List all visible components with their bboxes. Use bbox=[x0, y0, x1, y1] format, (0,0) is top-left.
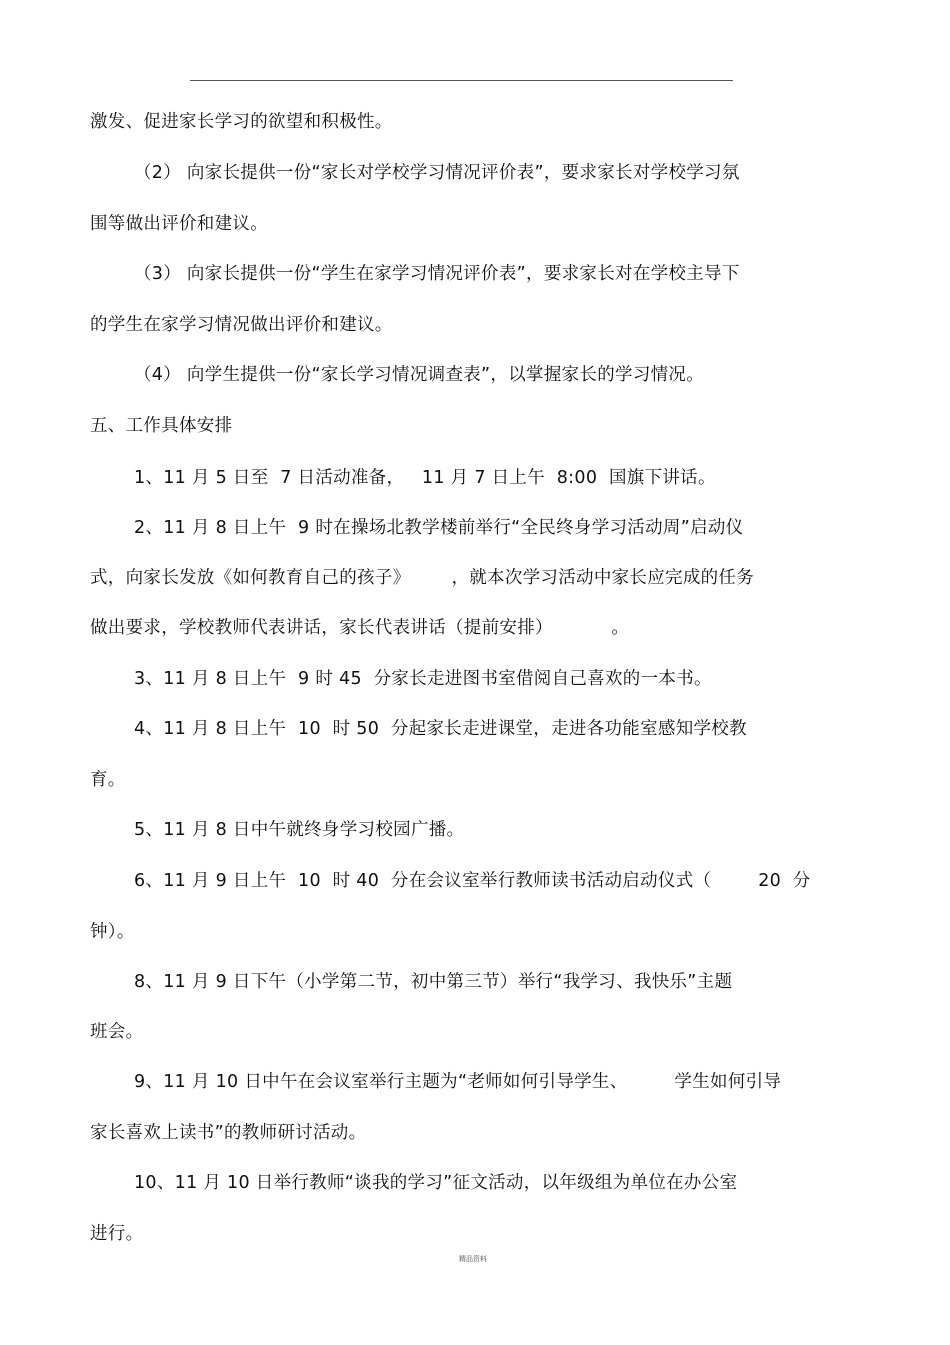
page-footer: 精品资料 bbox=[459, 1255, 487, 1263]
text-line-11: 做出要求，学校教师代表讲话，家长代表讲话（提前安排） 。 bbox=[90, 618, 630, 638]
text-line-6: （4） 向学生提供一份“家长学习情况调查表”，以掌握家长的学习情况。 bbox=[134, 365, 705, 385]
text-line-23: 进行。 bbox=[90, 1224, 144, 1244]
text-line-10: 式，向家长发放《如何教育自己的孩子》 ，就本次学习活动中家长应完成的任务 bbox=[90, 568, 755, 588]
text-line-4: （3） 向家长提供一份“学生在家学习情况评价表”，要求家长对在学校主导下 bbox=[134, 264, 740, 284]
text-line-12: 3、11 月 8 日上午 9 时 45 分家长走进图书室借阅自己喜欢的一本书。 bbox=[134, 669, 712, 689]
text-line-22: 10、11 月 10 日举行教师“谈我的学习”征文活动，以年级组为单位在办公室 bbox=[134, 1173, 738, 1193]
text-line-21: 家长喜欢上读书”的教师研讨活动。 bbox=[90, 1123, 367, 1143]
text-line-20: 9、11 月 10 日中午在会议室举行主题为“老师如何引导学生、 学生如何引导 bbox=[134, 1072, 782, 1092]
text-line-3: 围等做出评价和建议。 bbox=[90, 214, 268, 234]
text-line-13: 4、11 月 8 日上午 10 时 50 分起家长走进课堂，走进各功能室感知学校教 bbox=[134, 719, 747, 739]
header-rule bbox=[190, 80, 733, 81]
text-line-18: 8、11 月 9 日下午（小学第二节，初中第三节）举行“我学习、我快乐”主题 bbox=[134, 972, 733, 992]
text-line-16: 6、11 月 9 日上午 10 时 40 分在会议室举行教师读书活动启动仪式（ 20 分 bbox=[134, 871, 811, 891]
text-line-15: 5、11 月 8 日中午就终身学习校园广播。 bbox=[134, 820, 465, 840]
text-line-9: 2、11 月 8 日上午 9 时在操场北教学楼前举行“全民终身学习活动周”启动仪 bbox=[134, 518, 744, 538]
text-line-17: 钟）。 bbox=[90, 922, 135, 942]
text-line-2: （2） 向家长提供一份“家长对学校学习情况评价表”，要求家长对学校学习氛 bbox=[134, 163, 740, 183]
text-line-19: 班会。 bbox=[90, 1022, 144, 1042]
text-line-8: 1、11 月 5 日至 7 日活动准备， 11 月 7 日上午 8:00 国旗下讲话。 bbox=[134, 468, 716, 488]
text-line-14: 育。 bbox=[90, 770, 126, 790]
text-line-5: 的学生在家学习情况做出评价和建议。 bbox=[90, 315, 393, 335]
text-line-1: 激发、促进家长学习的欲望和积极性。 bbox=[90, 112, 393, 132]
section-heading: 五、工作具体安排 bbox=[90, 416, 233, 436]
